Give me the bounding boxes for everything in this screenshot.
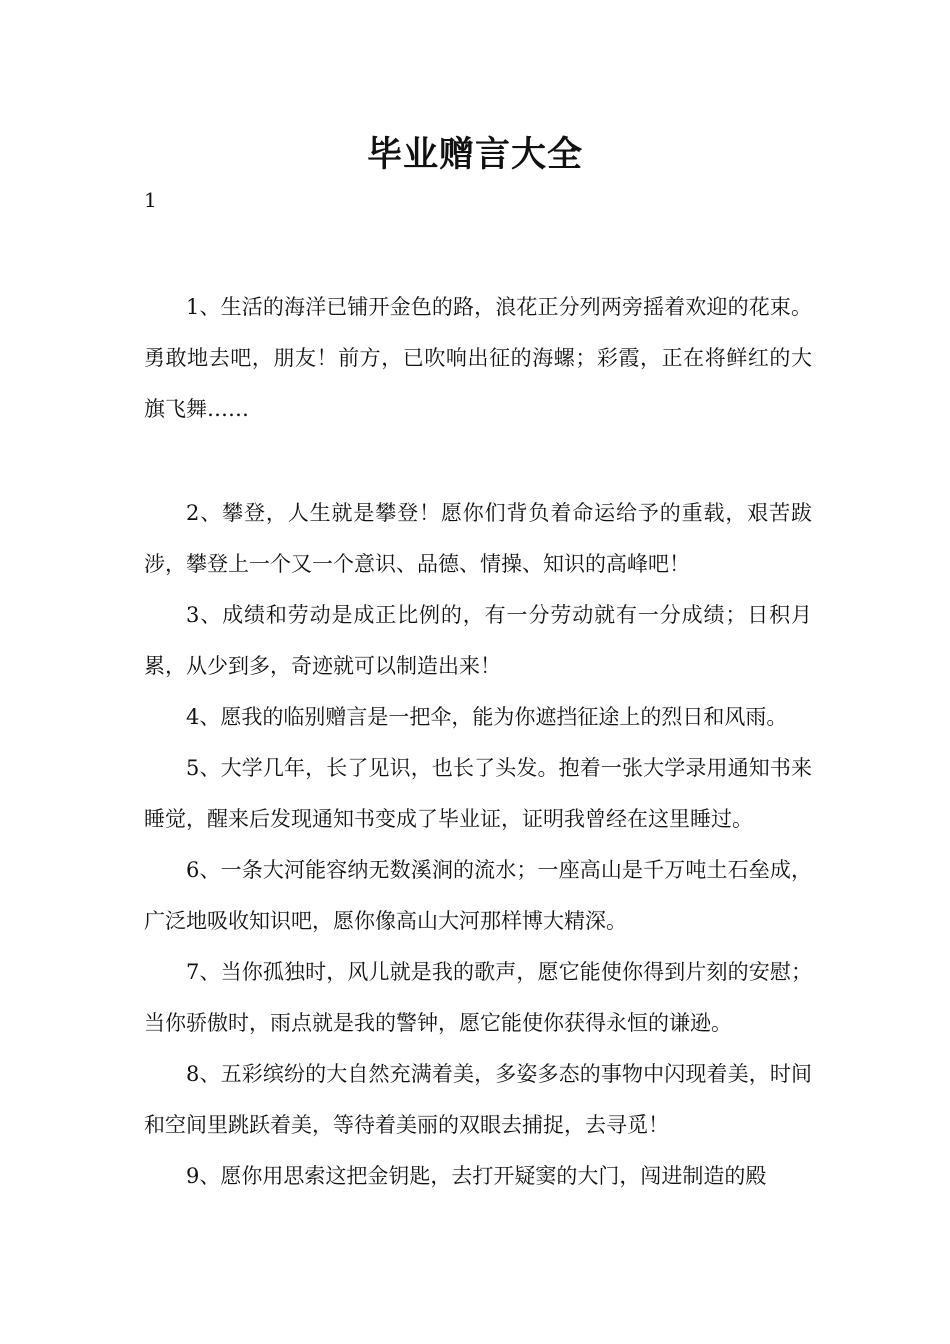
paragraph-5: 5、大学几年，长了见识，也长了头发。抱着一张大学录用通知书来睡觉，醒来后发现通知书变成了毕业证，证明我曾经在这里睡过。: [144, 756, 812, 831]
paragraph-spacer: [144, 435, 812, 488]
paragraph-2: 2、攀登，人生就是攀登！愿你们背负着命运给予的重载，艰苦跋涉，攀登上一个又一个意识、品德、情操、知识的高峰吧！: [144, 501, 812, 576]
paragraph-4: 4、愿我的临别赠言是一把伞，能为你遮挡征途上的烈日和风雨。: [186, 705, 788, 729]
paragraph-6: 6、一条大河能容纳无数溪涧的流水；一座高山是千万吨土石垒成，广泛地吸收知识吧，愿你像高山大河那样博大精深。: [144, 858, 812, 933]
document-body: [144, 282, 812, 1202]
paragraph-7: 7、当你孤独时，风儿就是我的歌声，愿它能使你得到片刻的安慰；当你骄傲时，雨点就是我的警钟，愿它能使你获得永恒的谦逊。: [144, 960, 812, 1035]
paragraph-9: 9、愿你用思索这把金钥匙，去打开疑窦的大门，闯进制造的殿: [186, 1164, 767, 1188]
paragraph-8: 8、五彩缤纷的大自然充满着美，多姿多态的事物中闪现着美，时间和空间里跳跃着美，等待着美丽的双眼去捕捉，去寻觅！: [144, 1062, 812, 1137]
page-number: 1: [144, 188, 157, 212]
paragraph-3: 3、成绩和劳动是成正比例的，有一分劳动就有一分成绩；日积月累，从少到多，奇迹就可以制造出来！: [144, 603, 812, 678]
paragraph-1: 1、生活的海洋已铺开金色的路，浪花正分列两旁摇着欢迎的花束。勇敢地去吧，朋友！前方，已吹响出征的海螺；彩霞，正在将鲜红的大旗飞舞……: [144, 295, 812, 421]
document-title: 毕业赠言大全: [366, 135, 583, 175]
